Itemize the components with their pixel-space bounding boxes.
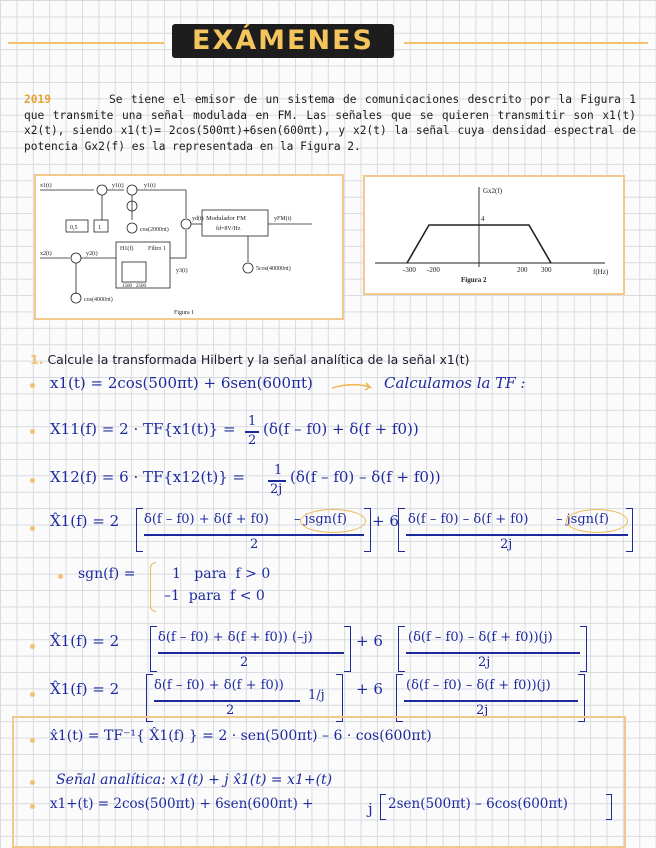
eq-x11: X11(f) = 2 · TF{x1(t)} = bbox=[50, 420, 236, 438]
arrow-icon bbox=[330, 380, 378, 392]
eq-xhat1-step2-den1: 2 bbox=[240, 655, 249, 670]
fig1-label-cos2000: cos(2000πt) bbox=[140, 227, 169, 233]
fig2-tick-200: 200 bbox=[517, 266, 528, 274]
fig1-label-yd: yd(t) bbox=[192, 216, 204, 222]
fig1-label-f2: 2500 bbox=[136, 284, 146, 289]
figure-2-diagram bbox=[365, 177, 623, 293]
question-1-text: Calcule la transformada Hilbert y la señal analítica de la señal x1(t) bbox=[47, 352, 470, 367]
fig2-xlabel: f(Hz) bbox=[593, 268, 609, 276]
bracket-left bbox=[398, 626, 405, 672]
eq-x11-frac-den: 2 bbox=[248, 433, 257, 448]
page-title: EXÁMENES bbox=[172, 24, 394, 58]
eq-analytic-j: j bbox=[368, 800, 373, 818]
eq-x11-frac-num: 1 bbox=[248, 414, 257, 429]
bullet bbox=[30, 383, 35, 388]
eq-analytic-def: Señal analítica: x1(t) + j x̂1(t) = x1+(t) bbox=[56, 772, 333, 788]
fig1-label-fd: fd=8V/Hz bbox=[216, 226, 241, 232]
eq-xhat1-step2-mid: + 6 bbox=[356, 632, 383, 650]
question-1-number: 1. bbox=[30, 352, 44, 367]
eq-xhat1-sgn1: – jsgn(f) bbox=[294, 512, 347, 527]
fig1-caption: Figura 1 bbox=[174, 310, 195, 316]
bracket-left bbox=[146, 674, 153, 722]
bracket-left bbox=[396, 674, 403, 722]
title-rule-right bbox=[404, 42, 648, 44]
fig1-label-x1: x1(t) bbox=[40, 183, 52, 189]
eq-xhat1-step3-lhs: X̂1(f) = 2 bbox=[50, 680, 120, 698]
eq-xhat1-den1: 2 bbox=[250, 537, 259, 552]
fig2-tick-n300: -300 bbox=[403, 266, 416, 274]
frac-bar bbox=[144, 534, 364, 536]
eq-xhat1-step3-frac: 1/j bbox=[308, 688, 325, 703]
bracket-right bbox=[578, 674, 585, 722]
eq-xhat1-step2-lhs: X̂1(f) = 2 bbox=[50, 632, 120, 650]
fig1-label-y1: y1(t) bbox=[112, 183, 124, 189]
problem-year: 2019 bbox=[24, 93, 51, 106]
fig1-label-x2: x2(t) bbox=[40, 251, 52, 257]
figure-1 bbox=[34, 174, 344, 320]
bracket-left bbox=[150, 626, 157, 672]
bracket-left bbox=[136, 508, 143, 552]
eq-xhat1-den2: 2j bbox=[500, 537, 513, 552]
eq-analytic-lhs: x1+(t) = 2cos(500πt) + 6sen(600πt) + bbox=[50, 796, 314, 812]
fig1-label-yfm: yFM(t) bbox=[274, 216, 292, 222]
bracket-left bbox=[380, 794, 386, 820]
bracket-right bbox=[606, 794, 612, 820]
sgn-lhs: sgn(f) = bbox=[78, 566, 136, 582]
bracket-right bbox=[626, 508, 633, 552]
eq-xhat1-sgn2: – jsgn(f) bbox=[556, 512, 609, 527]
brace-left bbox=[150, 562, 156, 612]
bracket-left bbox=[398, 508, 405, 552]
problem-text: Se tiene el emisor de un sistema de comunicaciones descrito por la Figura 1 que transmite una señal modulada en FM. Las señales que se quieren transmitir son x1(t) x2(t), siendo x1(t)= 2cos(500πt)+6sen(600πt), y x2(t) la señal cuya densidad espectral de potencia Gx2(f) es la representada en la Figura 2. bbox=[24, 93, 636, 153]
eq-x12-frac-den: 2j bbox=[270, 482, 283, 497]
bracket-right bbox=[580, 626, 587, 672]
frac-bar bbox=[406, 652, 580, 654]
eq-x11-tail: (δ(f – f0) + δ(f + f0)) bbox=[263, 420, 419, 438]
fig2-tick-300: 300 bbox=[541, 266, 552, 274]
eq-x12-tail: (δ(f – f0) – δ(f + f0)) bbox=[290, 468, 441, 486]
fig1-label-y3: y3(t) bbox=[176, 268, 188, 274]
sgn-case-negative: –1 para f < 0 bbox=[164, 588, 265, 604]
fig2-caption: Figura 2 bbox=[461, 276, 487, 284]
eq-xhat1-b: δ(f – f0) – δ(f + f0) bbox=[408, 512, 529, 527]
title-rule-left bbox=[8, 42, 164, 44]
fig2-ylabel: Gx2(f) bbox=[483, 187, 503, 195]
eq-xhat1-mid: + 6 bbox=[372, 512, 399, 530]
fig1-label-yout: y1(t) bbox=[144, 183, 156, 189]
eq-xhat1-step3-den1: 2 bbox=[226, 703, 235, 718]
eq-xhat1-a: δ(f – f0) + δ(f + f0) bbox=[144, 512, 269, 527]
eq-x1: x1(t) = 2cos(500πt) + 6sen(600πt) bbox=[50, 374, 313, 392]
bullet bbox=[30, 526, 35, 531]
bullet bbox=[30, 644, 35, 649]
sgn-case-positive: 1 para f > 0 bbox=[172, 566, 271, 582]
fig2-tick-n200: -200 bbox=[427, 266, 440, 274]
eq-hilbert-time: x̂1(t) = TF⁻¹{ X̂1(f) } = 2 · sen(500πt) – 6 · cos(600πt) bbox=[50, 728, 432, 744]
fig1-label-h1f: H1(f) bbox=[120, 246, 134, 252]
problem-statement bbox=[24, 92, 636, 154]
bracket-right bbox=[336, 674, 343, 722]
highlight-oval bbox=[566, 509, 628, 533]
eq-xhat1-step3-a: δ(f – f0) + δ(f + f0)) bbox=[154, 678, 284, 693]
fig1-label-sen40000: 5cos(40000πt) bbox=[256, 266, 291, 272]
bullet bbox=[58, 574, 63, 579]
fig1-label-modulador: Modulador FM bbox=[206, 215, 246, 222]
fig1-label-cos4000: cos(4000πt) bbox=[84, 297, 113, 303]
bracket-right bbox=[364, 508, 371, 552]
figure-2 bbox=[363, 175, 625, 295]
frac-bar bbox=[406, 534, 628, 536]
eq-x12: X12(f) = 6 · TF{x12(t)} = bbox=[50, 468, 246, 486]
question-1 bbox=[30, 352, 470, 367]
frac-bar bbox=[154, 700, 300, 702]
fig1-const-1: 1 bbox=[98, 225, 101, 231]
frac-bar bbox=[158, 652, 344, 654]
eq-xhat1-step2-den2: 2j bbox=[478, 655, 491, 670]
bracket-right bbox=[344, 626, 351, 672]
eq-xhat1-step3-mid: + 6 bbox=[356, 680, 383, 698]
fig1-label-f1: 1500 bbox=[122, 284, 132, 289]
bullet bbox=[30, 478, 35, 483]
fig2-peak: 4 bbox=[481, 215, 485, 223]
eq-xhat1-step2-a: δ(f – f0) + δ(f + f0)) (–j) bbox=[158, 630, 313, 645]
fig1-label-filtro: Filtro 1 bbox=[148, 246, 166, 252]
bullet bbox=[30, 429, 35, 434]
fig1-const-05: 0,5 bbox=[70, 225, 78, 231]
fig1-label-y2: y2(t) bbox=[86, 251, 98, 257]
figure-1-diagram bbox=[36, 176, 342, 318]
frac-bar bbox=[404, 700, 578, 702]
eq-xhat1-step2-b: (δ(f – f0) – δ(f + f0))(j) bbox=[408, 630, 553, 645]
eq-xhat1-step3-den2: 2j bbox=[476, 703, 489, 718]
eq-x12-frac-num: 1 bbox=[274, 463, 283, 478]
bullet bbox=[30, 692, 35, 697]
highlight-oval bbox=[300, 509, 366, 533]
eq-xhat1-lhs: X̂1(f) = 2 bbox=[50, 512, 120, 530]
eq-xhat1-step3-b: (δ(f – f0) – δ(f + f0))(j) bbox=[406, 678, 551, 693]
eq-analytic-rhs: 2sen(500πt) – 6cos(600πt) bbox=[388, 796, 568, 812]
eq-tf-note: Calculamos la TF : bbox=[384, 374, 526, 392]
